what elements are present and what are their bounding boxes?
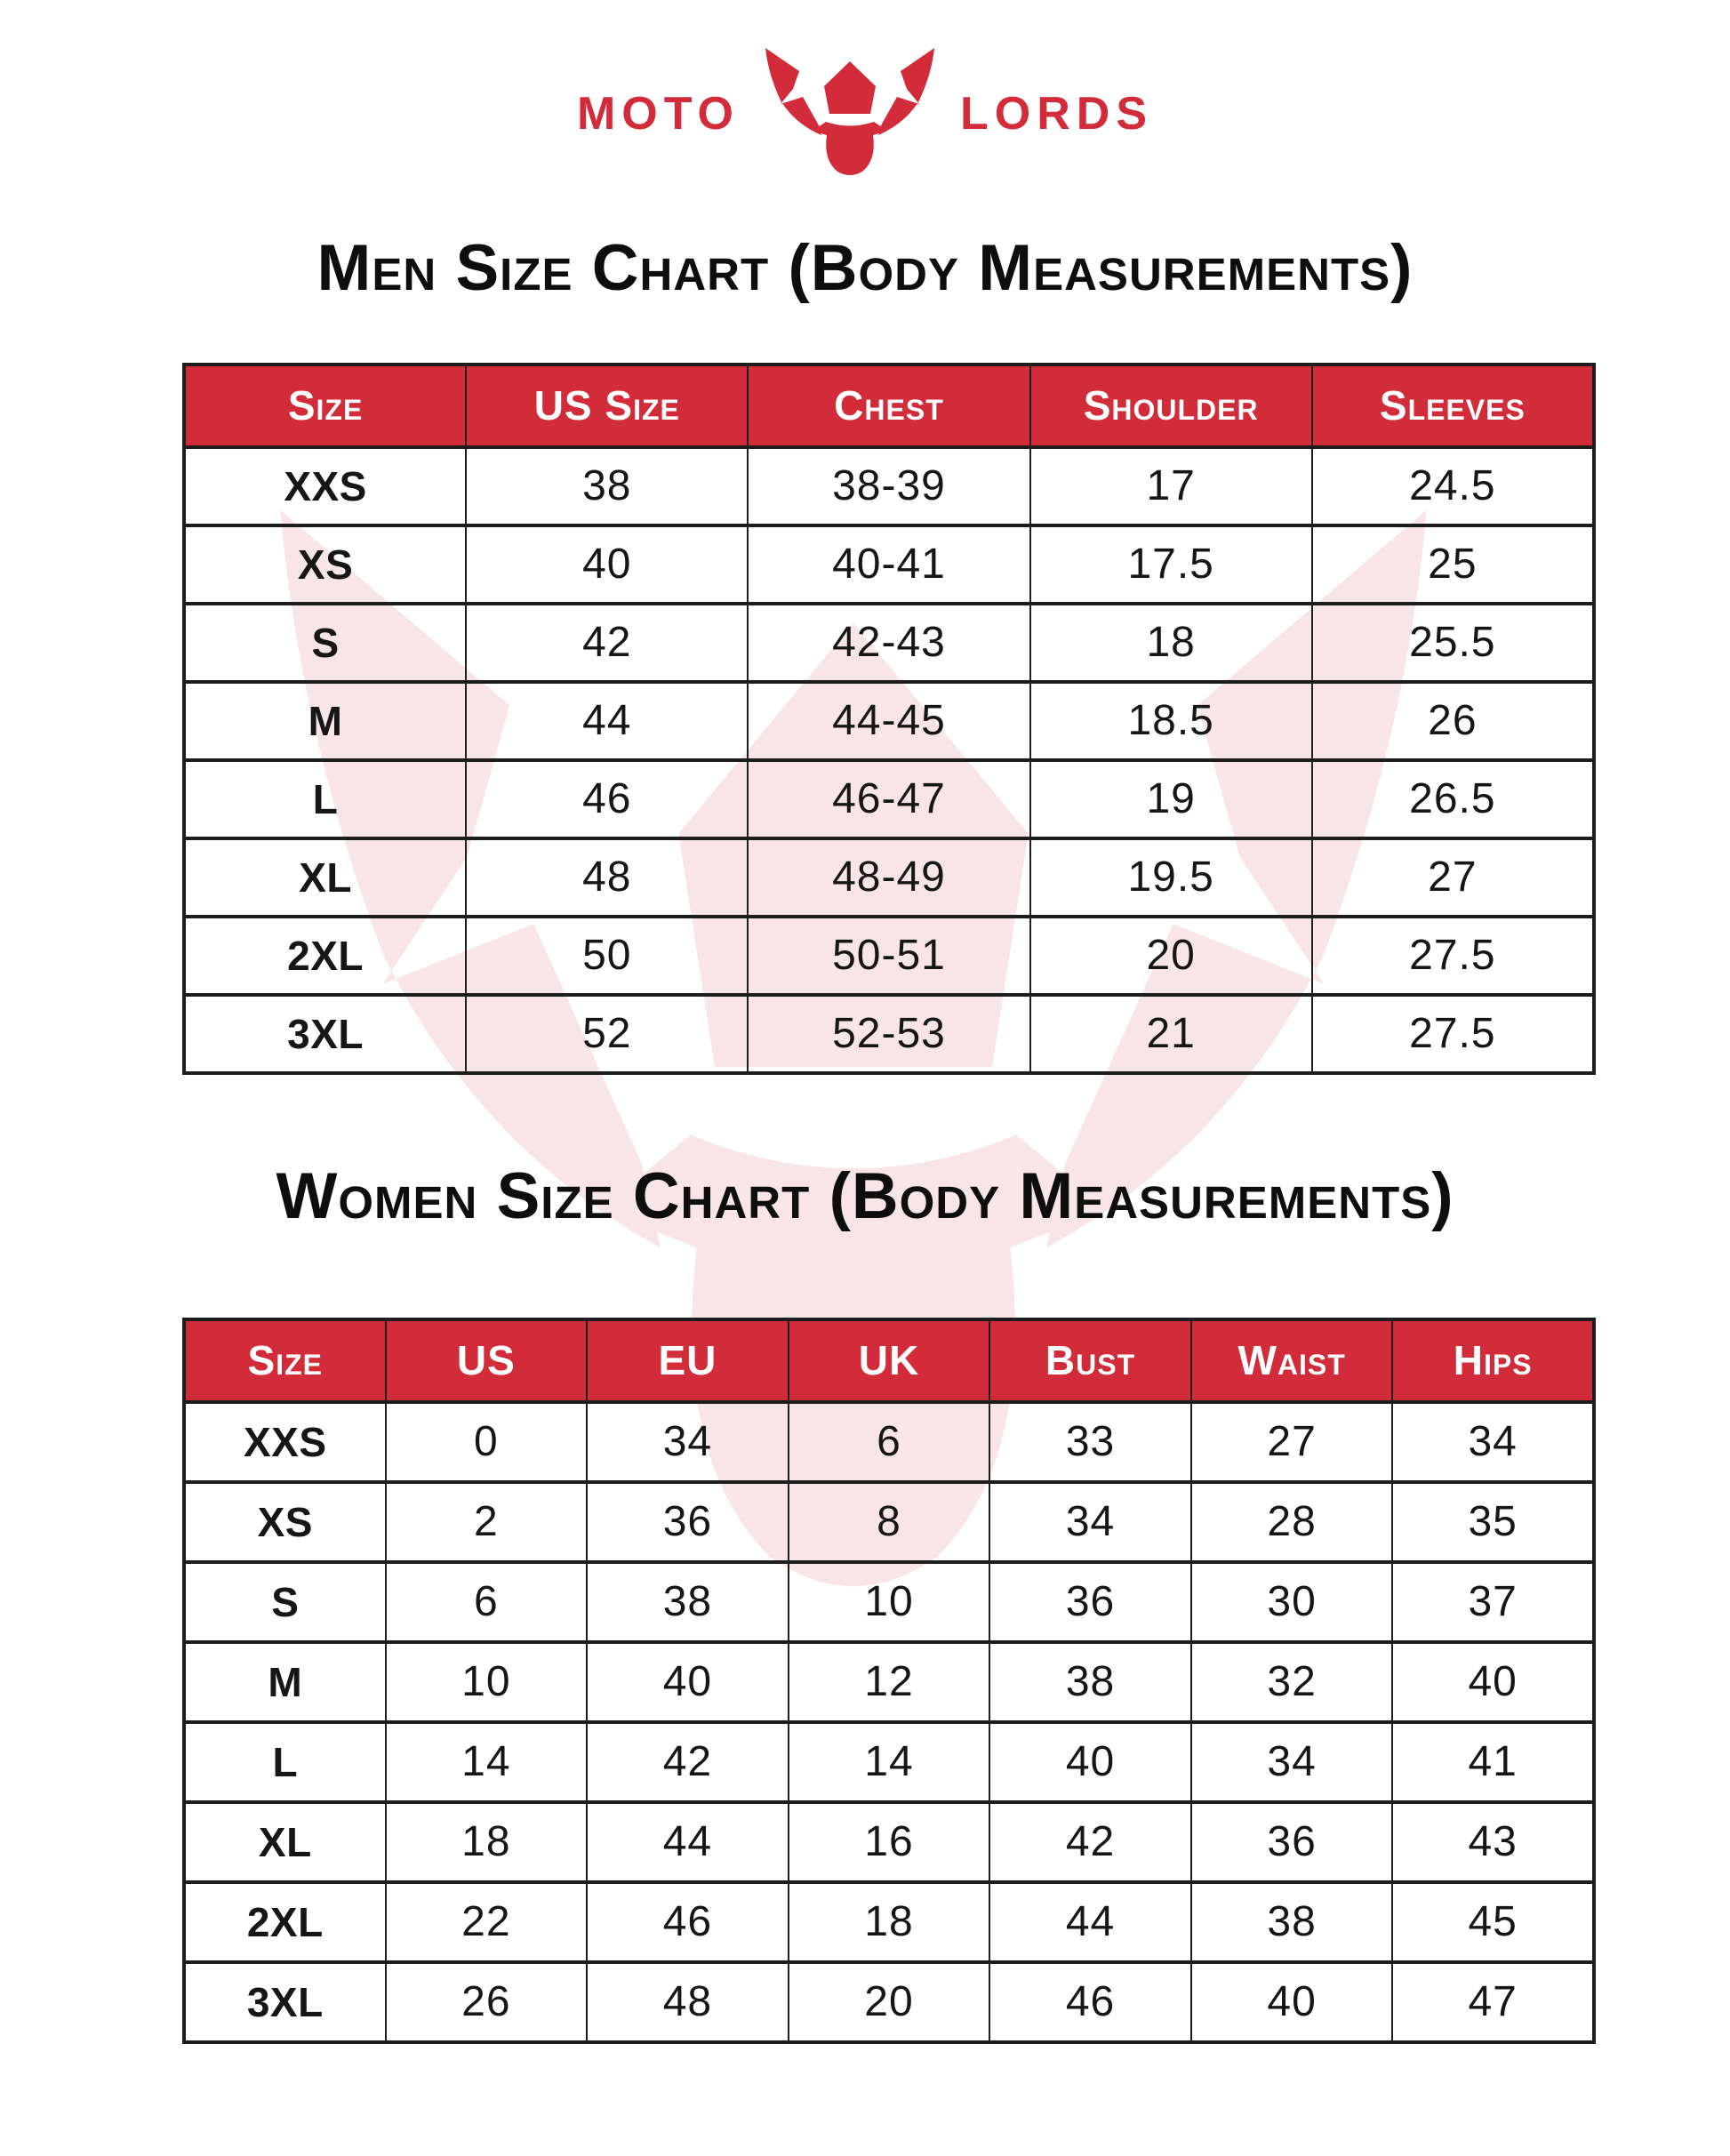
- measurement-cell: 46: [989, 1962, 1191, 2042]
- men-chart-title: Men Size Chart (Body Measurements): [316, 232, 1414, 304]
- men-size-table: [182, 363, 1596, 1075]
- women-size-table: [182, 1318, 1596, 2044]
- measurement-cell: 40: [466, 525, 748, 604]
- measurement-cell: 46: [466, 760, 748, 838]
- size-label-cell: M: [184, 682, 466, 760]
- size-label-cell: XXS: [184, 1402, 386, 1482]
- men_chart-row-3xl: [184, 995, 1594, 1073]
- measurement-cell: 38: [1191, 1882, 1393, 1962]
- measurement-cell: 33: [989, 1402, 1191, 1482]
- measurement-cell: 14: [386, 1722, 588, 1802]
- measurement-cell: 50-51: [748, 917, 1029, 995]
- size-label-cell: S: [184, 604, 466, 682]
- measurement-cell: 0: [386, 1402, 588, 1482]
- women_chart-col-size: Size: [184, 1319, 386, 1402]
- measurement-cell: 38: [989, 1642, 1191, 1722]
- women_chart-row-3xl: [184, 1962, 1594, 2042]
- men_chart-row-2xl: [184, 917, 1594, 995]
- measurement-cell: 26: [1312, 682, 1594, 760]
- women_chart-row-l: [184, 1722, 1594, 1802]
- measurement-cell: 34: [989, 1482, 1191, 1562]
- bull-head-icon: [763, 47, 937, 180]
- measurement-cell: 22: [386, 1882, 588, 1962]
- measurement-cell: 6: [789, 1402, 990, 1482]
- measurement-cell: 52: [466, 995, 748, 1073]
- measurement-cell: 6: [386, 1562, 588, 1642]
- measurement-cell: 25: [1312, 525, 1594, 604]
- men_chart-row-m: [184, 682, 1594, 760]
- size-label-cell: 3XL: [184, 995, 466, 1073]
- size-label-cell: 3XL: [184, 1962, 386, 2042]
- measurement-cell: 41: [1392, 1722, 1594, 1802]
- measurement-cell: 24.5: [1312, 447, 1594, 525]
- measurement-cell: 10: [789, 1562, 990, 1642]
- women_chart-row-s: [184, 1562, 1594, 1642]
- measurement-cell: 27.5: [1312, 917, 1594, 995]
- men_chart-col-us-size: US Size: [466, 365, 748, 447]
- women_chart-row-xl: [184, 1802, 1594, 1882]
- measurement-cell: 42: [587, 1722, 789, 1802]
- size-label-cell: XXS: [184, 447, 466, 525]
- measurement-cell: 38: [466, 447, 748, 525]
- measurement-cell: 32: [1191, 1642, 1393, 1722]
- men_chart-header-row: [184, 365, 1594, 447]
- measurement-cell: 36: [989, 1562, 1191, 1642]
- men_chart-col-shoulder: Shoulder: [1030, 365, 1312, 447]
- men_chart-col-chest: Chest: [748, 365, 1029, 447]
- men_chart-row-l: [184, 760, 1594, 838]
- measurement-cell: 38: [587, 1562, 789, 1642]
- measurement-cell: 26.5: [1312, 760, 1594, 838]
- measurement-cell: 46-47: [748, 760, 1029, 838]
- measurement-cell: 44-45: [748, 682, 1029, 760]
- women_chart-col-eu: EU: [587, 1319, 789, 1402]
- measurement-cell: 45: [1392, 1882, 1594, 1962]
- measurement-cell: 40: [587, 1642, 789, 1722]
- measurement-cell: 36: [587, 1482, 789, 1562]
- measurement-cell: 34: [1392, 1402, 1594, 1482]
- size-label-cell: 2XL: [184, 917, 466, 995]
- measurement-cell: 40: [989, 1722, 1191, 1802]
- measurement-cell: 44: [989, 1882, 1191, 1962]
- measurement-cell: 37: [1392, 1562, 1594, 1642]
- measurement-cell: 52-53: [748, 995, 1029, 1073]
- size-label-cell: XL: [184, 838, 466, 917]
- measurement-cell: 40: [1392, 1642, 1594, 1722]
- women_chart-row-xxs: [184, 1402, 1594, 1482]
- measurement-cell: 40: [1191, 1962, 1393, 2042]
- women_chart-col-us: US: [386, 1319, 588, 1402]
- measurement-cell: 30: [1191, 1562, 1393, 1642]
- measurement-cell: 21: [1030, 995, 1312, 1073]
- logo-text-lords: LORDS: [960, 87, 1154, 140]
- measurement-cell: 47: [1392, 1962, 1594, 2042]
- measurement-cell: 35: [1392, 1482, 1594, 1562]
- measurement-cell: 43: [1392, 1802, 1594, 1882]
- women-chart-title: Women Size Chart (Body Measurements): [276, 1159, 1454, 1232]
- brand-logo: [0, 0, 1730, 182]
- women_chart-col-bust: Bust: [989, 1319, 1191, 1402]
- measurement-cell: 42: [466, 604, 748, 682]
- measurement-cell: 8: [789, 1482, 990, 1562]
- measurement-cell: 28: [1191, 1482, 1393, 1562]
- measurement-cell: 50: [466, 917, 748, 995]
- measurement-cell: 46: [587, 1882, 789, 1962]
- measurement-cell: 40-41: [748, 525, 1029, 604]
- measurement-cell: 38-39: [748, 447, 1029, 525]
- measurement-cell: 34: [1191, 1722, 1393, 1802]
- size-label-cell: XS: [184, 1482, 386, 1562]
- measurement-cell: 27.5: [1312, 995, 1594, 1073]
- measurement-cell: 18: [789, 1882, 990, 1962]
- women_chart-row-xs: [184, 1482, 1594, 1562]
- men_chart-col-sleeves: Sleeves: [1312, 365, 1594, 447]
- size-label-cell: M: [184, 1642, 386, 1722]
- measurement-cell: 16: [789, 1802, 990, 1882]
- measurement-cell: 10: [386, 1642, 588, 1722]
- measurement-cell: 48-49: [748, 838, 1029, 917]
- measurement-cell: 17: [1030, 447, 1312, 525]
- measurement-cell: 34: [587, 1402, 789, 1482]
- size-label-cell: S: [184, 1562, 386, 1642]
- measurement-cell: 19: [1030, 760, 1312, 838]
- measurement-cell: 44: [466, 682, 748, 760]
- measurement-cell: 18.5: [1030, 682, 1312, 760]
- size-label-cell: 2XL: [184, 1882, 386, 1962]
- men_chart-row-xxs: [184, 447, 1594, 525]
- measurement-cell: 26: [386, 1962, 588, 2042]
- women_chart-row-2xl: [184, 1882, 1594, 1962]
- measurement-cell: 18: [1030, 604, 1312, 682]
- measurement-cell: 48: [466, 838, 748, 917]
- size-label-cell: XL: [184, 1802, 386, 1882]
- measurement-cell: 42-43: [748, 604, 1029, 682]
- measurement-cell: 17.5: [1030, 525, 1312, 604]
- men_chart-row-xs: [184, 525, 1594, 604]
- women_chart-row-m: [184, 1642, 1594, 1722]
- measurement-cell: 12: [789, 1642, 990, 1722]
- women_chart-col-uk: UK: [789, 1319, 990, 1402]
- women_chart-header-row: [184, 1319, 1594, 1402]
- measurement-cell: 48: [587, 1962, 789, 2042]
- measurement-cell: 19.5: [1030, 838, 1312, 917]
- measurement-cell: 20: [789, 1962, 990, 2042]
- measurement-cell: 18: [386, 1802, 588, 1882]
- measurement-cell: 25.5: [1312, 604, 1594, 682]
- measurement-cell: 14: [789, 1722, 990, 1802]
- measurement-cell: 42: [989, 1802, 1191, 1882]
- women_chart-col-waist: Waist: [1191, 1319, 1393, 1402]
- measurement-cell: 20: [1030, 917, 1312, 995]
- logo-text-moto: MOTO: [576, 87, 741, 140]
- men_chart-row-s: [184, 604, 1594, 682]
- size-label-cell: XS: [184, 525, 466, 604]
- women_chart-col-hips: Hips: [1392, 1319, 1594, 1402]
- men_chart-col-size: Size: [184, 365, 466, 447]
- measurement-cell: 2: [386, 1482, 588, 1562]
- measurement-cell: 44: [587, 1802, 789, 1882]
- men_chart-row-xl: [184, 838, 1594, 917]
- measurement-cell: 36: [1191, 1802, 1393, 1882]
- measurement-cell: 27: [1312, 838, 1594, 917]
- measurement-cell: 27: [1191, 1402, 1393, 1482]
- size-label-cell: L: [184, 1722, 386, 1802]
- size-label-cell: L: [184, 760, 466, 838]
